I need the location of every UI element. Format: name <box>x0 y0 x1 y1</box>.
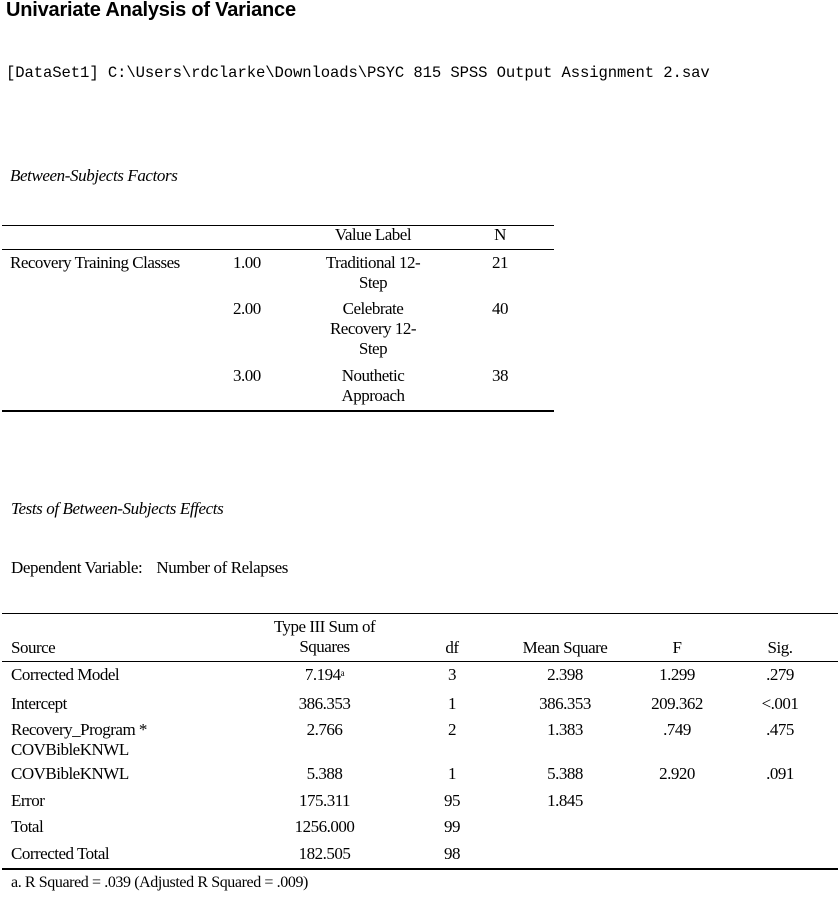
row-df: 2 <box>448 720 456 739</box>
factor-value: 1.00 <box>233 253 261 272</box>
ss-value: 7.194 <box>304 665 341 684</box>
table-border-bottom <box>2 410 554 412</box>
row-sig: .279 <box>766 665 794 684</box>
row-sum-of-squares: 5.388 <box>306 764 343 783</box>
dependent-variable-line <box>11 558 288 578</box>
header-n: N <box>494 225 506 244</box>
row-source: Recovery_Program * COVBibleKNWL <box>11 720 147 759</box>
row-sum-of-squares: 2.766 <box>306 720 343 739</box>
table-header-divider <box>2 661 838 662</box>
row-f: 2.920 <box>659 764 695 783</box>
dependent-variable-value: Number of Relapses <box>156 558 288 577</box>
row-mean-square: 1.383 <box>547 720 583 739</box>
table-header-divider <box>2 249 554 250</box>
factor-label: Traditional 12-Step <box>325 253 421 292</box>
row-f: .749 <box>663 720 691 739</box>
row-mean-square: 5.388 <box>547 764 583 783</box>
table-border-bottom <box>2 868 838 870</box>
header-sig: Sig. <box>767 638 793 657</box>
row-f: 1.299 <box>659 665 695 684</box>
factor-value: 3.00 <box>233 366 261 385</box>
row-sum-of-squares: 386.353 <box>298 694 351 713</box>
factor-n: 21 <box>492 253 508 272</box>
row-sig: .475 <box>766 720 794 739</box>
dependent-variable-label: Dependent Variable: <box>11 558 143 577</box>
header-mean-square: Mean Square <box>522 638 608 657</box>
row-sum-of-squares: 182.505 <box>298 844 351 863</box>
row-source: Intercept <box>11 694 67 713</box>
table-border-top <box>2 225 554 226</box>
row-sig: <.001 <box>761 694 799 713</box>
table-footnote: a. R Squared = .039 (Adjusted R Squared = .009) <box>11 874 308 891</box>
row-sum-of-squares: 1256.000 <box>294 817 355 836</box>
dataset-path: [DataSet1] C:\Users\rdclarke\Downloads\PSYC 815 SPSS Output Assignment 2.sav <box>6 64 710 82</box>
effects-table-title: Tests of Between-Subjects Effects <box>11 499 224 518</box>
row-source: Total <box>11 817 44 836</box>
factors-table-title: Between-Subjects Factors <box>10 166 178 185</box>
table-border-top <box>2 613 838 614</box>
row-mean-square: 1.845 <box>547 791 583 810</box>
row-mean-square: 386.353 <box>539 694 591 713</box>
factor-label: Celebrate Recovery 12-Step <box>329 299 417 358</box>
row-df: 95 <box>444 791 460 810</box>
row-f: 209.362 <box>651 694 703 713</box>
row-df: 1 <box>448 764 456 783</box>
footnote-marker: a <box>340 668 345 678</box>
row-source: COVBibleKNWL <box>11 764 129 783</box>
factor-value: 2.00 <box>233 299 261 318</box>
row-sig: .091 <box>766 764 794 783</box>
row-source: Corrected Total <box>11 844 110 863</box>
row-df: 1 <box>448 694 456 713</box>
header-source: Source <box>11 638 56 657</box>
row-sum-of-squares: 175.311 <box>298 791 351 810</box>
header-df: df <box>445 638 459 657</box>
row-source: Corrected Model <box>11 665 120 684</box>
header-sum-of-squares: Type III Sum of Squares <box>273 617 376 656</box>
factor-name: Recovery Training Classes <box>10 253 180 272</box>
row-df: 99 <box>444 817 460 836</box>
header-value-label: Value Label <box>334 225 412 244</box>
row-source: Error <box>11 791 45 810</box>
page-title: Univariate Analysis of Variance <box>6 0 296 21</box>
row-df: 98 <box>444 844 460 863</box>
row-df: 3 <box>448 665 456 684</box>
row-sum-of-squares <box>252 665 397 685</box>
factor-label: Nouthetic Approach <box>341 366 405 405</box>
row-mean-square: 2.398 <box>547 665 583 684</box>
header-f: F <box>672 638 682 657</box>
factor-n: 40 <box>492 299 508 318</box>
factor-n: 38 <box>492 366 508 385</box>
